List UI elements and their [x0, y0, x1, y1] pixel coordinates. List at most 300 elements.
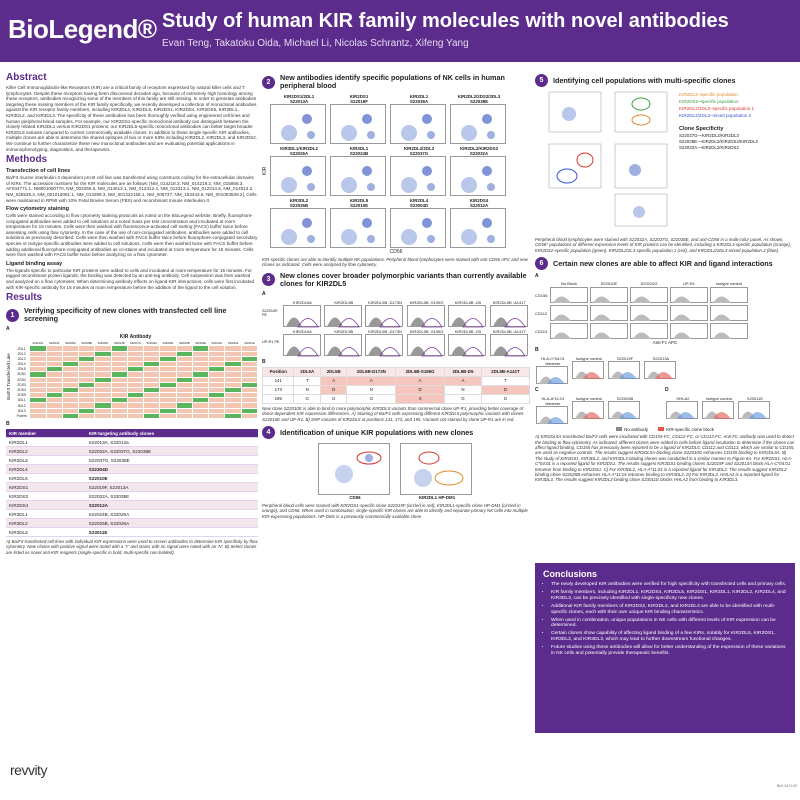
nk-plot-area [450, 156, 506, 196]
histogram-area [283, 334, 321, 356]
scatter-area [400, 443, 472, 495]
revvity-logo: revvity [10, 762, 47, 778]
snp-cell: S [396, 394, 445, 403]
ligand-col-label: S22010E [600, 281, 618, 287]
biolegend-logo: BioLegend® [8, 14, 157, 44]
clone-table-cell: S22012A [86, 501, 258, 510]
histogram-label: KIR2DL5B -D173N [368, 328, 403, 334]
nk-plot [450, 94, 508, 144]
panel-label: A [6, 326, 10, 333]
clone-specificity-item: S22032A—KIR2DL2/KIR2DS2 [679, 145, 739, 150]
histogram-area [550, 305, 588, 321]
section-number: 6 [535, 257, 548, 270]
histogram-label: KIR2DL5B -S195G [409, 328, 444, 334]
snp-cell: G [320, 394, 346, 403]
histogram-area [365, 305, 403, 327]
gating-diagram [535, 90, 675, 230]
nk-plot-label: KIR3DL1/KIR3DL2 S22026A [280, 146, 318, 156]
clone-table-row [6, 528, 258, 537]
legend-item: KIR2DL2/2DL3–mixed population 2 [679, 113, 752, 118]
kir2dl5-histograms [262, 299, 530, 357]
histogram-area [666, 401, 698, 419]
histogram [490, 329, 529, 356]
histogram [407, 329, 446, 356]
heatmap-col-label: S22013A [30, 341, 46, 346]
section-title: Certain new clones are able to affect KIR and ligand interactions [553, 258, 773, 268]
heatmap-ylabel: Ba/F3 Transfected Line [6, 353, 11, 400]
heatmap-cell [30, 413, 46, 418]
heatmap-title: KIR Antibody [119, 334, 152, 341]
heatmap-row-label: 2DL2 [14, 351, 30, 356]
clone-table-cell: KIR3DL2 [6, 519, 86, 528]
clone-table-cell: KIR3DL1 [6, 510, 86, 519]
histogram-area [608, 401, 640, 419]
histogram-area [630, 323, 668, 339]
histogram-area [644, 361, 676, 379]
panel-d [665, 385, 795, 425]
panel-label: A [262, 290, 266, 297]
histogram [536, 396, 570, 424]
hla-a-histograms [535, 395, 665, 425]
nk-plot-area [330, 104, 386, 144]
snp-row [263, 394, 530, 403]
clone-table-row [6, 483, 258, 492]
snp-cell: D [481, 385, 529, 394]
heatmap-cell [225, 413, 241, 418]
clone-table [6, 429, 258, 537]
heatmap-cell [79, 413, 95, 418]
nk-plots-xlabel: CD56 [389, 249, 403, 255]
clone-table-cell: KIR2DL2 [6, 447, 86, 456]
clone-specificity-item: S22038E—KIR2DL2/KIR2DS2/KIR2DL3 [679, 139, 758, 144]
histogram-label: S22019F [616, 356, 634, 362]
snp-cell: A [396, 376, 445, 385]
clone-table-cell: S22025B, S22026A [86, 519, 258, 528]
nk-plot-grid [269, 93, 530, 249]
nk-plot-label: KIR2DL2/KIR2DS2 S22032A [459, 146, 499, 156]
ligand-row [535, 286, 795, 304]
histogram-area [630, 287, 668, 303]
nk-plot [390, 94, 448, 144]
section-4-caption: Peripheral blood cells were stained with KIR2DS1-specific clone S22019F (circled in red), KIR2DL1-specific clone HP-DM1 (circled in orange), and CD56. When used in combination, single-specific KIR clones are able to identify and separate primary NK cells into multiple KIR-expressing populations. HP-DM1 is a previously commercially available clone. [262, 503, 528, 519]
section-title: Identifying cell populations with multi-specific clones [553, 75, 736, 85]
histogram-area [710, 323, 748, 339]
section-6-header [535, 257, 795, 270]
hhla2-histograms [665, 395, 795, 420]
histogram-label: KIR2DL5A [292, 299, 312, 305]
heatmap-col-label: S22019F [46, 341, 62, 346]
histogram-label: Isotype control [575, 356, 602, 362]
legend-label: KIR-specific clone block [666, 427, 714, 433]
methods-subheading: Transfection of cell lines [6, 168, 71, 175]
histogram-label: S23011E [746, 396, 764, 402]
clone-table-cell: S22024B, S22026A [86, 510, 258, 519]
histogram-label: HLA-C*04:01 tetramer [541, 356, 565, 367]
nk-plot [390, 198, 448, 248]
snp-cell: A [320, 376, 346, 385]
legend-swatch [658, 427, 664, 431]
scatter-dots [401, 444, 472, 495]
heatmap-row-label: 2DL4 [14, 361, 30, 366]
histogram-label: KIR2DL5B -S195G [409, 299, 444, 305]
histogram-row-label: UP-R1 PE [262, 340, 280, 345]
section-3-caption: New clone S22010E is able to bind to more polymorphic KIR2DL5 variants than commercial clone UP-R1, providing better coverage of donor-dependent KIR expression differences. A) Staining of Ba/F3 cells expressing different KIR2DL5 polymorphic variants with clones S22010E and UP-R1. B) SNP variants of KIR2DL5 at positions 141, 173, and 195. Variants not stained by clone UP-R1 are in red. [262, 405, 524, 422]
scatter-xlabel: CD56 [349, 495, 361, 501]
clone-table-row [6, 474, 258, 483]
heatmap-row-label: 2DS4 [14, 387, 30, 392]
clone-table-row [6, 510, 258, 519]
column-left [6, 70, 258, 795]
nk-plot-label: KIR2DL4 S23004D [409, 198, 429, 208]
nk-plot-label: KIR2DS1/2DL1 S22013A [283, 94, 315, 104]
histogram-area [590, 323, 628, 339]
histogram-area [670, 287, 708, 303]
nk-plot-area [450, 104, 506, 144]
scatter-dots [319, 444, 390, 495]
section-6-caption: A) KIR2DL5A-transfected Ba/F3 cells were incubated with CD155-FC, CD112-FC, or CD113-FC. Anti-FC antibody was used to detect the binding to flow cytometry. As indicated, different clones were added to cells before ligand incubation to determine if the clones can affect ligand binding. CD155 has previously been reported to be a ligand of KIR2DL5. CD112 and CD113, which are similar to CD155, are used as negative controls. The results suggest KIR2DL5A-binding clone S22010G enhances CD155 binding to KIR2DL5A. B) The study of KIR2DS1, KIR3DL2, and KIR3DL3-binding clones was conducted in a similar manner to Figure 6A. For KIR2DS1, HLA-C*04:01 is a reported ligand for KIR2DS1. The results suggest KIR2DS1-binding clones S22019F and S22013A block HLA-C*04:01 tetramer from binding to KIR2DS1. C) For KIR3DL2, HLA-A*11:01 is a reported ligand for KIR3DL2. The results suggest KIR3DL2-binding clone S22025B enhances HLA-A*11:01 tetramer binding to KIR3DL2. D) For KIR3DL3, HHLA2 is a reported ligand for KIR3DL3. The results suggest KIR3DL3-binding clone S23011E blocks HHLA2 from binding to KIR3DL3. [535, 434, 795, 483]
histogram-label: HLA-A*11:01 tetramer [541, 396, 565, 407]
legend-item [658, 427, 714, 432]
nk-plots-wrapper [262, 93, 530, 249]
histogram-area [407, 334, 445, 356]
snp-cell: 195 [263, 394, 294, 403]
snp-row [263, 385, 530, 394]
clone-specificity-item: S22037G—KIR2DL2/KIR2DL3 [679, 133, 739, 138]
clone-table-cell: KIR3DL3 [6, 528, 86, 537]
hla-c-histograms [535, 355, 795, 385]
nk-plot [270, 94, 328, 144]
conclusion-item: • Additional KIR family members of KIR2DS2, KIR2DL2, and KIR2DL3 are able to be identified with multi-specific clones, each with their own unique KIR binding characteristics. [551, 604, 787, 616]
clone-table-cell: S22010E [86, 474, 258, 483]
heatmap-cell [209, 413, 225, 418]
column-middle [262, 70, 530, 795]
ligand-col-label: UP-R1 [682, 281, 695, 287]
heatmap-row-label: 2DS2 [14, 377, 30, 382]
heatmap-cell [46, 413, 62, 418]
histogram [536, 356, 570, 384]
histogram-area [448, 334, 486, 356]
histogram [448, 329, 487, 356]
conclusions-list [543, 582, 787, 657]
clone-table-cell: KIR2DL4 [6, 465, 86, 474]
snp-head-cell: 2DL5B-D173N [347, 367, 396, 376]
panel-label: B [262, 358, 266, 365]
nk-plots-ylabel: KIR [262, 166, 268, 176]
heatmap-cell [241, 413, 257, 418]
snp-head-cell: 2DL5B [320, 367, 346, 376]
snp-cell: G [294, 394, 320, 403]
clone-table-cell: KIR2DS4 [6, 501, 86, 510]
histogram-area [365, 334, 403, 356]
ligand-col-label: No Block [560, 281, 577, 287]
nk-plot [270, 146, 328, 196]
header-banner [0, 0, 800, 62]
histogram-label: KIR2DL5B -A141T [492, 299, 526, 305]
histogram-area [550, 287, 588, 303]
conclusion-item: • KIR family members, including KIR2DL1, KIR2DS4, KIR2DL5, KIR2DS1, KIR3DL1, KIR3DL2, KIR2DL4, and KIR3DL3, can be precisely identified with single-specificity new clones. [551, 590, 787, 602]
snp-cell: G [481, 394, 529, 403]
snp-cell: 173 [263, 385, 294, 394]
legend-swatch [616, 427, 622, 431]
histogram [448, 300, 487, 327]
histogram-area [608, 361, 640, 379]
snp-head-cell: 2DL5B-S195G [396, 367, 445, 376]
histogram-area [572, 361, 604, 379]
nk-plot-label: KIR3DL1 S22024B [349, 146, 369, 156]
section-title: Verifying specificity of new clones with transfected cell line screening [24, 306, 227, 324]
clone-table-cell: KIR2DL3 [6, 456, 86, 465]
section-title: New antibodies identify specific populations of NK cells in human peripheral blood [280, 73, 505, 90]
heatmap-col-label: S22024B [111, 341, 127, 346]
population-legend [679, 92, 795, 118]
clone-table-head-cell: KIR member [6, 429, 86, 438]
heatmap-row-label: 2DL5 [14, 367, 30, 372]
abstract-text: Killer Cell Immunoglobulin-like Receptors (KIR) are a critical family of receptors expressed by natural killer cells and T lymphocytes. Despite these receptors having been discovered decades ago, because of extremely high homology among these receptors, antibodies recognizing some of the members of this family are still missing. In order to generate antibodies targeting these missing members of the KIR family specifically, we recently developed a collection of monoclonal antibodies against the KIR receptor family members, including KIR2DL4, KIR2DL5, KIR2DS1, KIR2DS4, KIR2DS5, KIR3DL1, KIR3DL2, and KIR3DL3. The specificity of these antibodies has been thoroughly verified using engineered cell lines and human peripheral blood samples. For example, our KIR2DS1-specific monoclonal antibody can distinguish between the closely related KIR2DL1 versus KIR2DS1 proteins; our KIR2DL5-specific monoclonal antibodies can better target broader KIR2DL5 variants compared to current commercially available clones. In addition to these single specific KIR antibodies, multiple clones are able to determine the shared epitopes of two or more KIRs including KIR2DL2, KIR2DL3, and KIR2DS2. We continue to further characterize these new monoclonal antibodies and are evaluating potential applications in immunophenotyping, diagnostics, and therapeutics. [6, 85, 258, 152]
clone-table-cell: S22037G, S22038E [86, 456, 258, 465]
histogram-area [590, 305, 628, 321]
histogram-row [262, 328, 530, 357]
heatmap-col-label: S22010E [192, 341, 208, 346]
histogram-label: HHLA2 [676, 396, 690, 402]
histogram [738, 396, 772, 419]
histogram [490, 300, 529, 327]
legend-item: KIR2DL2/2DL3–specific population 1 [679, 106, 755, 111]
heatmap-row-label: 2DL1 [14, 346, 30, 351]
histogram-label: KIR2DL5B -D173N [368, 299, 403, 305]
snp-cell: T [481, 376, 529, 385]
nk-plot-label: KIR2DL2/2DS2/2DL3 S22038E [457, 94, 501, 104]
histogram-area [490, 305, 528, 327]
methods-text: The ligands specific to particular KIR proteins were added to cells and incubated at room temperature for 15 minutes. For tagged recombinant protein ligands, the binding was detected by an anti-tag antibody. Cell suspension was then washed and analyzed on a flow cytometer. When determining antibody effects on ligand-KIR interactions, cells were first incubated with KIR-specific antibody for 15 minutes at room temperature before the addition of the ligand to the cell solution. [6, 267, 255, 290]
nk-plot-area [390, 208, 446, 248]
clone-table-row [6, 501, 258, 510]
clone-table-row [6, 465, 258, 474]
scatter-area [318, 443, 390, 495]
multi-clone-legend [675, 90, 795, 235]
snp-cell: N [444, 385, 481, 394]
section-5-caption: Peripheral blood lymphocytes were stained with S22032A, S22037G, S22038E, and anti-CD56 in a multi-color panel. As shown, CD56* populations of different expression levels of KIR proteins can be identified, including a KIR2DL3-specific population (orange), KIR2DS2-specific population (green), KIR2DL2/2L3-specific population 1 (red), and KIR2DL2/2DL3-mixed population 2 (blue). [535, 237, 792, 253]
heatmap-col-label: S22032A [144, 341, 160, 346]
ligand-row-label: CD155 [535, 292, 548, 298]
histogram [608, 356, 642, 384]
snp-header [263, 367, 530, 376]
panel-c-d-row [535, 385, 795, 425]
methods-subheading: Flow cytometry staining [6, 206, 69, 213]
hla-a-row [535, 395, 665, 425]
histogram [702, 396, 736, 419]
nk-plot-label: KIR3DL2 S22025B [289, 198, 309, 208]
specificity-heatmap [13, 340, 258, 419]
snp-cell: G [444, 394, 481, 403]
clone-table-row [6, 447, 258, 456]
heatmap-col-label: S22012A [209, 341, 225, 346]
nk-plot-label: KIR2DS4 S22012A [469, 198, 489, 208]
panel-label: D [665, 387, 669, 394]
section-5-header [535, 74, 795, 87]
histogram-area [710, 305, 748, 321]
hla-c-row [535, 355, 795, 385]
histogram-area [550, 323, 588, 339]
histogram-label: Isotype control [705, 396, 732, 402]
heatmap-wrapper [6, 334, 258, 419]
snp-cell: D [396, 385, 445, 394]
histogram [324, 300, 363, 327]
section-title: Identification of unique KIR populations with new clones [280, 427, 474, 437]
histogram-legend [535, 427, 795, 432]
conclusions-heading: Conclusions [543, 569, 598, 579]
histogram-row-label: S22010E PE [262, 309, 278, 318]
conclusions-box [535, 563, 795, 733]
histogram-area [407, 305, 445, 327]
heatmap-col-label: S22025B [176, 341, 192, 346]
snp-cell: N [294, 385, 320, 394]
histogram-area [448, 305, 486, 327]
section-1-header [6, 307, 258, 323]
clone-table-cell: KIR2DS2 [6, 492, 86, 501]
legend-item: KIR2DL2–specific population [679, 92, 738, 97]
clone-table-head-cell: KIR-targeting antibody clones [86, 429, 258, 438]
heatmap-col-label: S22030D [160, 341, 176, 346]
nk-plot [450, 198, 508, 248]
section-number: 1 [6, 309, 19, 322]
histogram-area [283, 305, 321, 327]
clone-table-cell: S22013A, S22013a [86, 438, 258, 447]
histogram [324, 329, 363, 356]
histogram-area [536, 406, 568, 424]
methods-text: Ba/F3 murine interleukin-3 dependent pro-B cell line was transfected using constructs coding for the extracellular domains of KIRs. The accession numbers for the KIR molecules are as follows: [NM_014218.3, NM_014219.2, NM_015868.3, AF034771.1, NM001080770, NM_002255.6, NM_014512.1, NM_012312.4, NM_012313.1, NM_012314.6, NM_014513.2, NM_025535.3, NM_001018081.1, NM_013289.3, NM_001322168.1, NM_006737, NM_153443.5, NM_001083539.2]. Cells were maintained in RPMI with 10% Fetal Bovine Serum (FBS) and recombinant mouse interleukin-3. [6, 175, 257, 203]
clone-specificity-list [679, 133, 795, 150]
heatmap-row-label: 3DL3 [14, 408, 30, 413]
histogram-label: KIR2DL5A [292, 328, 312, 334]
clone-table-row [6, 456, 258, 465]
panel-c [535, 385, 665, 425]
hhla2-row [665, 395, 795, 420]
heatmap-row-label: 3DL2 [14, 403, 30, 408]
section-2-caption: KIR-specific clones are able to identify multiple NK populations. Peripheral blood lymphocytes were stained with anti-CD56 APC and new clones as indicated. Cells were analyzed by flow cytometry. [262, 257, 528, 268]
snp-head-cell: Position [263, 367, 294, 376]
nk-plot-label: KIR2DL5 S22010E [349, 198, 369, 208]
heatmap-cell [176, 413, 192, 418]
nk-plot [330, 146, 388, 196]
histogram-area [630, 305, 668, 321]
ligand-row-label: CD112 [535, 310, 548, 316]
histogram-area [536, 366, 568, 384]
ligand-binding-grid [535, 281, 795, 340]
nk-plot-area [270, 104, 326, 144]
methods-heading: Methods [6, 154, 48, 166]
histogram-label: S22013A [652, 356, 670, 362]
heatmap-col-label: S22026A [95, 341, 111, 346]
section-title: New clones cover broader polymorphic variants than currently available clones for KIR2DL5 [280, 270, 527, 288]
kir-population-plots [262, 442, 530, 501]
clone-table-cell: KIR2DS1 [6, 483, 86, 492]
heatmap-row-label: 2DS5 [14, 393, 30, 398]
section-2-header [262, 74, 530, 90]
section-4-header [262, 426, 530, 439]
histogram-label: S22025B [616, 396, 634, 402]
nk-plot-area [270, 208, 326, 248]
snp-cell: D [320, 385, 346, 394]
nk-plot-area [330, 208, 386, 248]
heatmap-row-label: 2DS1 [14, 372, 30, 377]
histogram-area [738, 401, 770, 419]
nk-plot-area [390, 104, 446, 144]
nk-plot-area [450, 208, 506, 248]
histogram [283, 300, 322, 327]
nk-plot [450, 146, 508, 196]
histogram-label: KIR2DL5B -D5 [454, 299, 482, 305]
conclusion-item: • Certain clones show capability of affecting ligand binding of a few KIRs, notably for KIR2DL5, KIR2DS1, KIR3DL2, and KIR3DL3, which may lead to further downstream functional changes. [551, 631, 787, 643]
nk-plot-area [390, 156, 446, 196]
snp-head-cell: 2DL5A [294, 367, 320, 376]
histogram [666, 396, 700, 419]
ligand-row-label: CD113 [535, 328, 548, 334]
nk-plot [330, 94, 388, 144]
nk-plot-label: KIR2DL2/2DL3 S22037G [403, 146, 435, 156]
clone-table-cell: KIR2DL1 [6, 438, 86, 447]
section-number: 2 [262, 76, 275, 89]
clone-table-cell: KIR2DL5 [6, 474, 86, 483]
histogram [407, 300, 446, 327]
heatmap-col-label: S22039A [62, 341, 78, 346]
snp-cell: G [347, 394, 396, 403]
methods-subheading: Ligand binding assay [6, 260, 63, 267]
histogram-area [490, 334, 528, 356]
conclusion-item: • The newly developed KIR antibodies were verified for high specificity with transfected cells and primary cells. [551, 582, 787, 588]
snp-cell: A [347, 376, 396, 385]
heatmap-cell [62, 413, 78, 418]
histogram-area [670, 323, 708, 339]
scatter-plot [400, 443, 474, 500]
histogram-area [572, 401, 604, 419]
clone-table-row [6, 492, 258, 501]
scatter-plot [318, 443, 392, 500]
poster-title: Study of human KIR family molecules with novel antibodies [162, 10, 729, 32]
ligand-col-label: S22010G [640, 281, 658, 287]
heatmap-cell [127, 413, 143, 418]
histogram-label: KIR2DL5B -D5 [454, 328, 482, 334]
section-number: 3 [262, 273, 275, 286]
section-number: 5 [535, 74, 548, 87]
methods-text: Cells were stained according to flow cytometry staining protocols as noted on the BioLegend website. Briefly, fluorophore-conjugated antibodies were added to cell solutions at a noted mass per test concentration and incubated at room temperature for 15 minutes. Cells were then washed with fluorescence-activated cell sorting (FACS) buffer twice before assessing cells using flow cytometry. In the case of the use of non-conjugated antibodies, antibodies were added to cell solutions as previously described. Cells were then washed with FACS buffer twice before fluorophore-conjugated secondary species or isotype specific antibodies were added to cell solutions. Cells were then washed twice with FACS buffer before adding additional fluorophore-conjugated antibodies as co-stains and incubated at room temperature for 15 minutes. Cells were then washed with FACS buffer twice before analyzing on a flow cytometer. [6, 213, 258, 258]
panel-label: A [535, 273, 539, 280]
histogram [644, 356, 678, 384]
clone-table-cell: S22304D [86, 465, 258, 474]
histogram-area [702, 401, 734, 419]
histogram [572, 396, 606, 424]
section-1-caption: A) Ba/F3 transfected cell lines with individual KIR expressions were used to screen antibodies to determine KIR specificity by flow cytometry. New clones with positive signal were noted with a 'Y' and stains with no signal were noted with an 'N'. B) Select clones are listed as novel anti-KIR reagents (single-specific in bold, multi-specific non-bolded). [6, 539, 258, 555]
heatmap-row-label: 3DL1 [14, 398, 30, 403]
panel-a-xlabel: Anti-Fc APC [652, 340, 678, 346]
results-heading: Results [6, 292, 43, 304]
snp-table [262, 367, 530, 404]
nk-plot [330, 198, 388, 248]
legend-item: KIR2DS2–specific population [679, 99, 739, 104]
histogram-area [590, 287, 628, 303]
snp-head-cell: 2DL5B-A141T [481, 367, 529, 376]
heatmap-cell [192, 413, 208, 418]
heatmap-row-label: 2DS3 [14, 382, 30, 387]
gating-plots [535, 90, 675, 235]
clone-table-cell: S22032A, S22038E [86, 492, 258, 501]
histogram [283, 329, 322, 356]
histogram-label: Isotype control [575, 396, 602, 402]
scatter-xlabel: KIR2DL1 HP-DM1 [418, 495, 456, 501]
nk-plot-label: KIR2DS1 S22019F [349, 94, 369, 104]
heatmap-cell [95, 413, 111, 418]
clone-table-cell: S22019F, S22013A [86, 483, 258, 492]
nk-plot-area [330, 156, 386, 196]
